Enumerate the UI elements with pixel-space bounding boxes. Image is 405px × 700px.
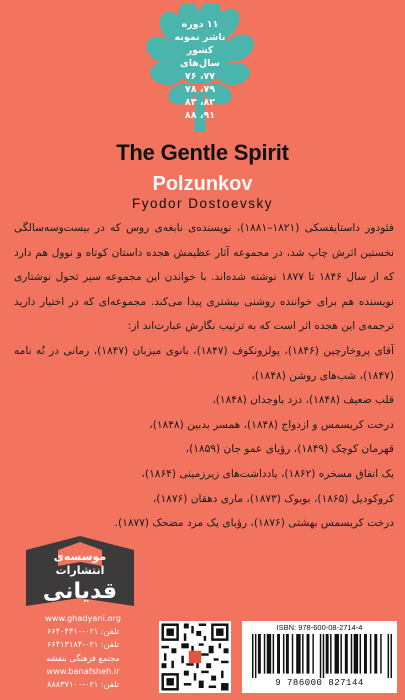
author-name: Fyodor Dostoevsky	[131, 196, 274, 211]
book-title: The Gentle Spirit	[116, 140, 289, 165]
badge-line: ۹۱، ۸۸	[184, 110, 216, 121]
barcode-panel	[242, 621, 397, 693]
contact-phone: تلفن: ۰۲۱-۶۶۴۱۳۱۸۴	[46, 639, 120, 650]
publisher-name	[18, 550, 142, 606]
contact-phone: تلفن: ۰۲۱-۸۸۸۳۷۱۰۰	[46, 679, 120, 690]
award-badge-text	[170, 18, 230, 122]
badge-line: ۸۲، ۸۳	[184, 97, 216, 108]
badge-line: سال‌های	[179, 58, 220, 69]
contact-store: مجتمع فرهنگی بنفشه	[46, 652, 120, 663]
badge-line: ۷۷، ۷۶	[184, 71, 216, 82]
description-paragraph: قهرمان کوچک (۱۸۴۹)، رؤیای عمو جان (۱۸۵۹)،	[185, 443, 394, 456]
badge-line: ۱۱ دوره	[181, 19, 219, 30]
barcode-digits: 9 786000 827144	[275, 678, 364, 688]
contact-website: www.banafsheh.ir	[46, 665, 120, 676]
description-paragraph: کروکودیل (۱۸۶۵)، بوبوک (۱۸۷۳)، ماری دهقان (۱۸۷۶)،	[152, 492, 394, 505]
publisher-brand: قدیانی	[42, 579, 118, 604]
description-paragraph: یک اتفاق مسخره (۱۸۶۲)، یادداشت‌های زیرزمینی (۱۸۶۴)،	[141, 467, 394, 480]
isbn-label: ISBN: 978-600-08-2714-4	[276, 623, 363, 632]
publisher-line1: موسسه‌ی	[53, 550, 107, 563]
badge-line: ناشر نمونه	[174, 32, 226, 43]
contact-website: www.ghadyani.org	[45, 613, 121, 623]
description-paragraph: درخت کریسمس و ازدواج (۱۸۴۸)، همسر بدبین (۱۸۴۸)،	[149, 418, 394, 431]
description-paragraph: فئودور داستایفسکی (۱۸۲۱–۱۸۸۱)، نویسنده‌ی نابغه‌ی روس که در بیست‌وسه‌سالگی نخستین اثرش چاپ شد، در مجموعه آثار عظیمش هجده داستان کوتاه و نوول هم دارد که از سال ۱۸۴۶ تا ۱۸۷۷ نوشته شده‌اند. با خواندن این مجموعه سیر تحول نوشتاری نویسنده هم برای خواننده روشنی بیشتری پیدا می‌کند. مجموعه‌ای که در اختیار دارید ترجمه‌ی این هجده اثر است که به ترتیب نگارش عبارت‌اند از:	[14, 222, 395, 333]
description-paragraph: آقای پروخارچین (۱۸۴۶)، پولزونکوف (۱۸۴۷)، بانوی میزبان (۱۸۴۷)، رمانی در نُه نامه (۱۸۴۷)، شب‌های روشن (۱۸۴۸)،	[14, 344, 394, 382]
badge-line: کشور	[186, 45, 214, 56]
book-subtitle: Polzunkov	[152, 173, 253, 195]
barcode	[252, 634, 392, 678]
description-paragraph: قلب ضعیف (۱۸۴۸)، دزد باوجدان (۱۸۴۸)،	[212, 394, 394, 407]
description-text	[14, 216, 394, 536]
badge-line: ۷۹، ۷۸	[184, 84, 216, 95]
publisher-line2: انتشارات	[55, 564, 105, 577]
publisher-contacts	[4, 612, 162, 691]
description-paragraph: درخت کریسمس بهشتی (۱۸۷۶)، رؤیای یک مرد مضحک (۱۸۷۷).	[114, 517, 394, 530]
qr-code	[159, 621, 231, 693]
contact-phone: تلفن: ۰۲۱-۶۶۴۰۴۴۱۰	[46, 626, 120, 637]
